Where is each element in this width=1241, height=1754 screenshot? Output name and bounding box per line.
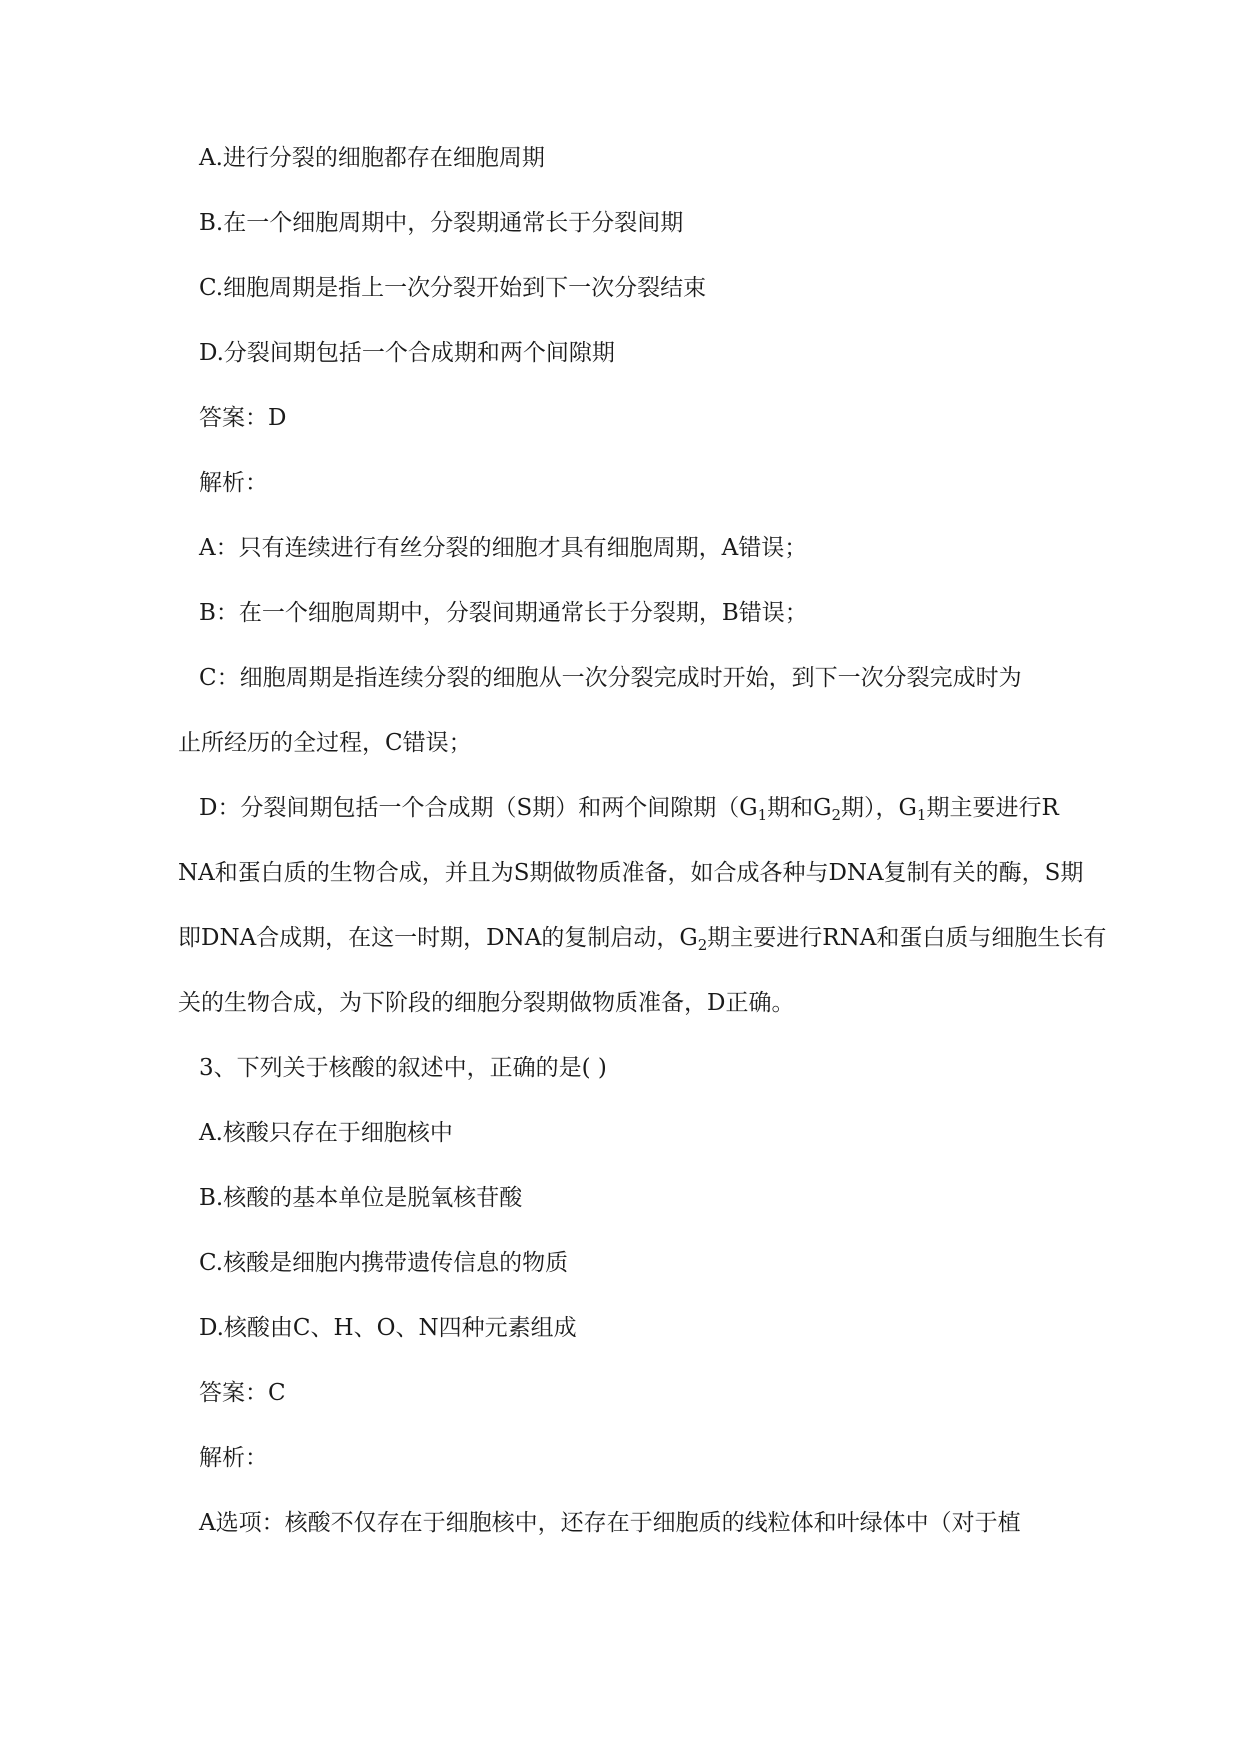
- q2-analysis-d-text: 期主要进行R: [926, 795, 1059, 821]
- q3-analysis-label: 解析：: [199, 1445, 268, 1471]
- q2-analysis-d-line3: [178, 923, 1107, 988]
- q2-answer: 答案：D: [199, 405, 287, 431]
- q2-analysis-c-line1: C：细胞周期是指连续分裂的细胞从一次分裂完成时开始，到下一次分裂完成时为: [199, 665, 1022, 691]
- q2-option-a: A.进行分裂的细胞都存在细胞周期: [199, 145, 545, 171]
- q2-analysis-d-text: D：分裂间期包括一个合成期（S期）和两个间隙期（G: [199, 795, 758, 821]
- q2-analysis-b: B：在一个细胞周期中，分裂间期通常长于分裂期，B错误；: [199, 600, 808, 626]
- q2-analysis-d-text: 即DNA合成期，在这一时期，DNA的复制启动，G: [178, 925, 698, 951]
- q2-analysis-label: 解析：: [199, 470, 268, 496]
- q3-option-b: B.核酸的基本单位是脱氧核苷酸: [199, 1185, 523, 1211]
- q2-analysis-d-text: 期和G: [767, 795, 832, 821]
- q2-option-b: B.在一个细胞周期中，分裂期通常长于分裂间期: [199, 210, 684, 236]
- q2-analysis-a: A：只有连续进行有丝分裂的细胞才具有细胞周期，A错误；: [199, 535, 808, 561]
- subscript: 1: [757, 806, 768, 824]
- q3-option-d: D.核酸由C、H、O、N四种元素组成: [199, 1315, 577, 1341]
- q3-analysis-a: A选项：核酸不仅存在于细胞核中，还存在于细胞质的线粒体和叶绿体中（对于植: [199, 1510, 1021, 1536]
- q2-analysis-d-text: 期），G: [841, 795, 917, 821]
- q2-option-c: C.细胞周期是指上一次分裂开始到下一次分裂结束: [199, 275, 707, 301]
- subscript: 1: [916, 806, 927, 824]
- q3-answer: 答案：C: [199, 1380, 286, 1406]
- q2-analysis-d-line2: NA和蛋白质的生物合成，并且为S期做物质准备，如合成各种与DNA复制有关的酶，S期: [178, 860, 1084, 886]
- q3-option-a: A.核酸只存在于细胞核中: [199, 1120, 453, 1146]
- q2-option-d: D.分裂间期包括一个合成期和两个间隙期: [199, 340, 615, 366]
- q3-question: 3、下列关于核酸的叙述中，正确的是( ): [199, 1055, 607, 1081]
- q2-analysis-c-line2: 止所经历的全过程，C错误；: [178, 730, 472, 756]
- q2-analysis-d-text: 期主要进行RNA和蛋白质与细胞生长有: [707, 925, 1107, 951]
- q2-analysis-d-line1: [199, 793, 1095, 858]
- subscript: 2: [697, 936, 708, 954]
- q3-option-c: C.核酸是细胞内携带遗传信息的物质: [199, 1250, 569, 1276]
- document-body: [178, 143, 1107, 1573]
- subscript: 2: [831, 806, 842, 824]
- q2-analysis-d-line4: 关的生物合成，为下阶段的细胞分裂期做物质准备，D正确。: [178, 990, 795, 1016]
